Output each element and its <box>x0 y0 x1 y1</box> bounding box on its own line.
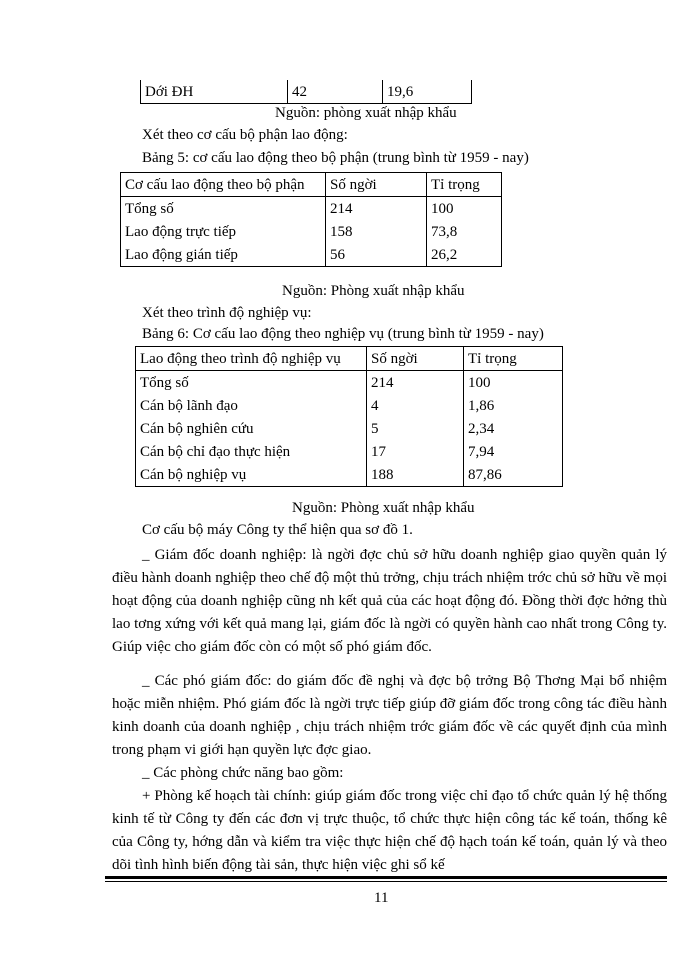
paragraph-deputy-director: _ Các phó giám đốc: do giám đốc đề nghị và đợc bộ trởng Bộ Thơng Mại bổ nhiệm hoặc miễn nhiệm. Phó giám đốc là ngời trực tiếp giúp đỡ giám đốc trong công tác điều hành kinh doanh của doanh nghiệp , chịu trách nhiệm trớc giám đốc về các quyết định của mình trong phạm vi giới hạn quyền lực đợc giao. <box>112 673 667 758</box>
table5-cell: 26,2 <box>427 243 502 267</box>
education-ratio-cell: 19,6 <box>383 80 472 104</box>
table6-cell: 7,94 <box>464 440 563 463</box>
table5-cell: Tổng số <box>121 197 326 221</box>
table6-header-count: Số ngời <box>367 347 464 371</box>
table6-cell: 1,86 <box>464 394 563 417</box>
table5-header-count: Số ngời <box>326 173 427 197</box>
table-row <box>121 220 502 243</box>
table6-cell: Cán bộ nghiệp vụ <box>136 463 367 487</box>
table6-cell: 17 <box>367 440 464 463</box>
table6-caption: Bảng 6: Cơ cấu lao động theo nghiệp vụ (trung bình từ 1959 - nay) <box>142 326 544 342</box>
table6-header-ratio: Tỉ trọng <box>464 347 563 371</box>
table6-cell: 4 <box>367 394 464 417</box>
table5-cell: 73,8 <box>427 220 502 243</box>
table-row <box>136 463 563 487</box>
table-row <box>136 417 563 440</box>
source-note-3: Nguồn: Phòng xuất nhập khẩu <box>292 500 475 516</box>
table6-cell: 188 <box>367 463 464 487</box>
table-row <box>136 440 563 463</box>
table5-cell: 56 <box>326 243 427 267</box>
table5-cell: 214 <box>326 197 427 221</box>
table6-cell: Tổng số <box>136 371 367 395</box>
table6-cell: 100 <box>464 371 563 395</box>
heading-skill: Xét theo trình độ nghiệp vụ: <box>142 305 312 321</box>
table5-cell: 100 <box>427 197 502 221</box>
table6-cell: Cán bộ lãnh đạo <box>136 394 367 417</box>
table6-cell: 87,86 <box>464 463 563 487</box>
education-table-last-row <box>140 80 472 104</box>
paragraph-director: _ Giám đốc doanh nghiệp: là ngời đợc chủ sở hữu doanh nghiệp giao quyền quản lý điều hành doanh nghiệp theo chế độ một thủ trởng, chịu trách nhiệm trớc chủ sở hữu về mọi hoạt động của doanh nghiệp cũng nh kết quả của các hoạt động đó. Đồng thời đợc hởng thù lao tơng xứng với kết quả mang lại, giám đốc là ngời có quyền hành cao nhất trong Công ty. Giúp việc cho giám đốc còn có một số phó giám đốc. <box>112 547 667 655</box>
education-level-cell: Dới ĐH <box>141 80 288 104</box>
table5-header-row <box>121 173 502 197</box>
heading-department: Xét theo cơ cấu bộ phận lao động: <box>142 127 348 143</box>
page-number: 11 <box>374 890 389 906</box>
table-row <box>121 197 502 221</box>
table5 <box>120 172 502 267</box>
education-count-cell: 42 <box>288 80 383 104</box>
table6-cell: 2,34 <box>464 417 563 440</box>
table5-cell: Lao động gián tiếp <box>121 243 326 267</box>
table6-cell: 214 <box>367 371 464 395</box>
table-row <box>121 243 502 267</box>
table6-header-category: Lao động theo trình độ nghiệp vụ <box>136 347 367 371</box>
table-row <box>136 394 563 417</box>
source-note-2: Nguồn: Phòng xuất nhập khẩu <box>282 283 465 299</box>
table6-header-row <box>136 347 563 371</box>
table6-cell: Cán bộ nghiên cứu <box>136 417 367 440</box>
table5-header-category: Cơ cấu lao động theo bộ phận <box>121 173 326 197</box>
intro-line: Cơ cấu bộ máy Công ty thể hiện qua sơ đồ 1. <box>142 522 413 538</box>
table5-header-ratio: Tỉ trọng <box>427 173 502 197</box>
footer-rule-thick <box>105 876 667 879</box>
footer-rule-thin <box>105 881 667 882</box>
table6 <box>135 346 563 487</box>
table5-caption: Bảng 5: cơ cấu lao động theo bộ phận (trung bình từ 1959 - nay) <box>142 150 529 166</box>
table5-cell: 158 <box>326 220 427 243</box>
paragraph-departments: _ Các phòng chức năng bao gồm: <box>142 765 344 781</box>
table-row <box>136 371 563 395</box>
table6-cell: 5 <box>367 417 464 440</box>
table5-cell: Lao động trực tiếp <box>121 220 326 243</box>
table6-cell: Cán bộ chỉ đạo thực hiện <box>136 440 367 463</box>
paragraph-finance-department: + Phòng kế hoạch tài chính: giúp giám đốc trong việc chỉ đạo tổ chức quản lý hệ thống kinh tế từ Công ty đến các đơn vị trực thuộc, tổ chức thực hiện công tác kế toán, thống kê của Công ty, hớng dẫn và kiểm tra việc thực hiện chế độ hạch toán kế toán, quản lý và theo dõi tình hình biến động tài sản, thực hiện việc ghi sổ kế <box>112 788 667 873</box>
source-note-1: Nguồn: phòng xuất nhập khẩu <box>275 105 457 121</box>
